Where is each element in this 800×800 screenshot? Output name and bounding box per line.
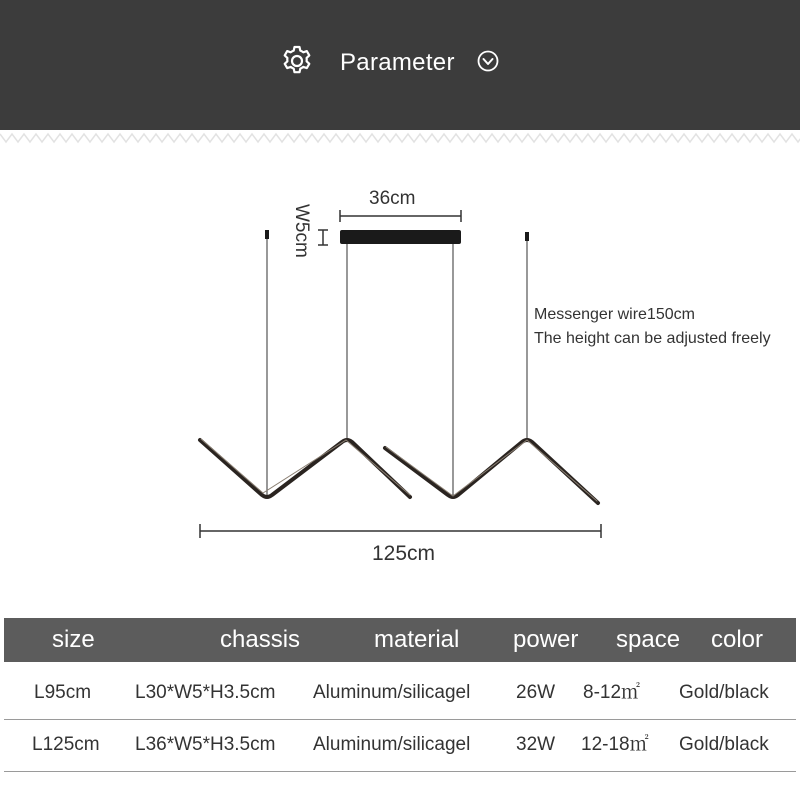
zigzag-divider xyxy=(0,128,800,150)
header-title-group[interactable] xyxy=(280,43,499,83)
product-diagram xyxy=(0,150,800,590)
note-height-adjustable: The height can be adjusted freely xyxy=(534,330,771,347)
cell-color: Gold/black xyxy=(679,682,769,703)
cell-color: Gold/black xyxy=(679,734,769,755)
height-label: W5cm xyxy=(291,204,312,258)
note-wire-length: Messenger wire150cm xyxy=(534,306,695,323)
header-color: color xyxy=(711,626,764,653)
page-title: Parameter xyxy=(340,49,455,76)
ceiling-canopy xyxy=(340,230,461,244)
cell-space: 12-18㎡ xyxy=(581,734,649,755)
cell-size: L95cm xyxy=(34,682,92,703)
length-label: 125cm xyxy=(372,542,436,565)
height-dimension-line xyxy=(318,230,328,245)
cell-size: L125cm xyxy=(32,734,100,755)
cell-material: Aluminum/silicagel xyxy=(313,734,471,755)
lamp-drawing xyxy=(0,150,800,590)
table-row xyxy=(4,668,796,718)
table-row xyxy=(4,720,796,770)
spec-table xyxy=(0,618,800,790)
cell-power: 26W xyxy=(516,682,556,703)
spec-table-header xyxy=(4,618,796,662)
length-dimension-line xyxy=(200,524,601,538)
header-bar xyxy=(0,0,800,130)
width-dimension-line xyxy=(340,210,461,222)
cell-chassis: L30*W5*H3.5cm xyxy=(135,682,276,703)
header-material: material xyxy=(374,626,460,653)
cell-chassis: L36*W5*H3.5cm xyxy=(135,734,276,755)
cell-material: Aluminum/silicagel xyxy=(313,682,471,703)
header-power: power xyxy=(513,626,579,653)
cell-power: 32W xyxy=(516,734,556,755)
chevron-down-circle-icon[interactable] xyxy=(477,50,499,77)
row-divider xyxy=(4,771,796,772)
header-size: size xyxy=(52,626,95,653)
cell-space: 8-12㎡ xyxy=(583,682,641,703)
width-label: 36cm xyxy=(369,188,416,209)
gear-icon xyxy=(280,44,314,83)
header-chassis: chassis xyxy=(220,626,301,653)
header-space: space xyxy=(616,626,681,653)
